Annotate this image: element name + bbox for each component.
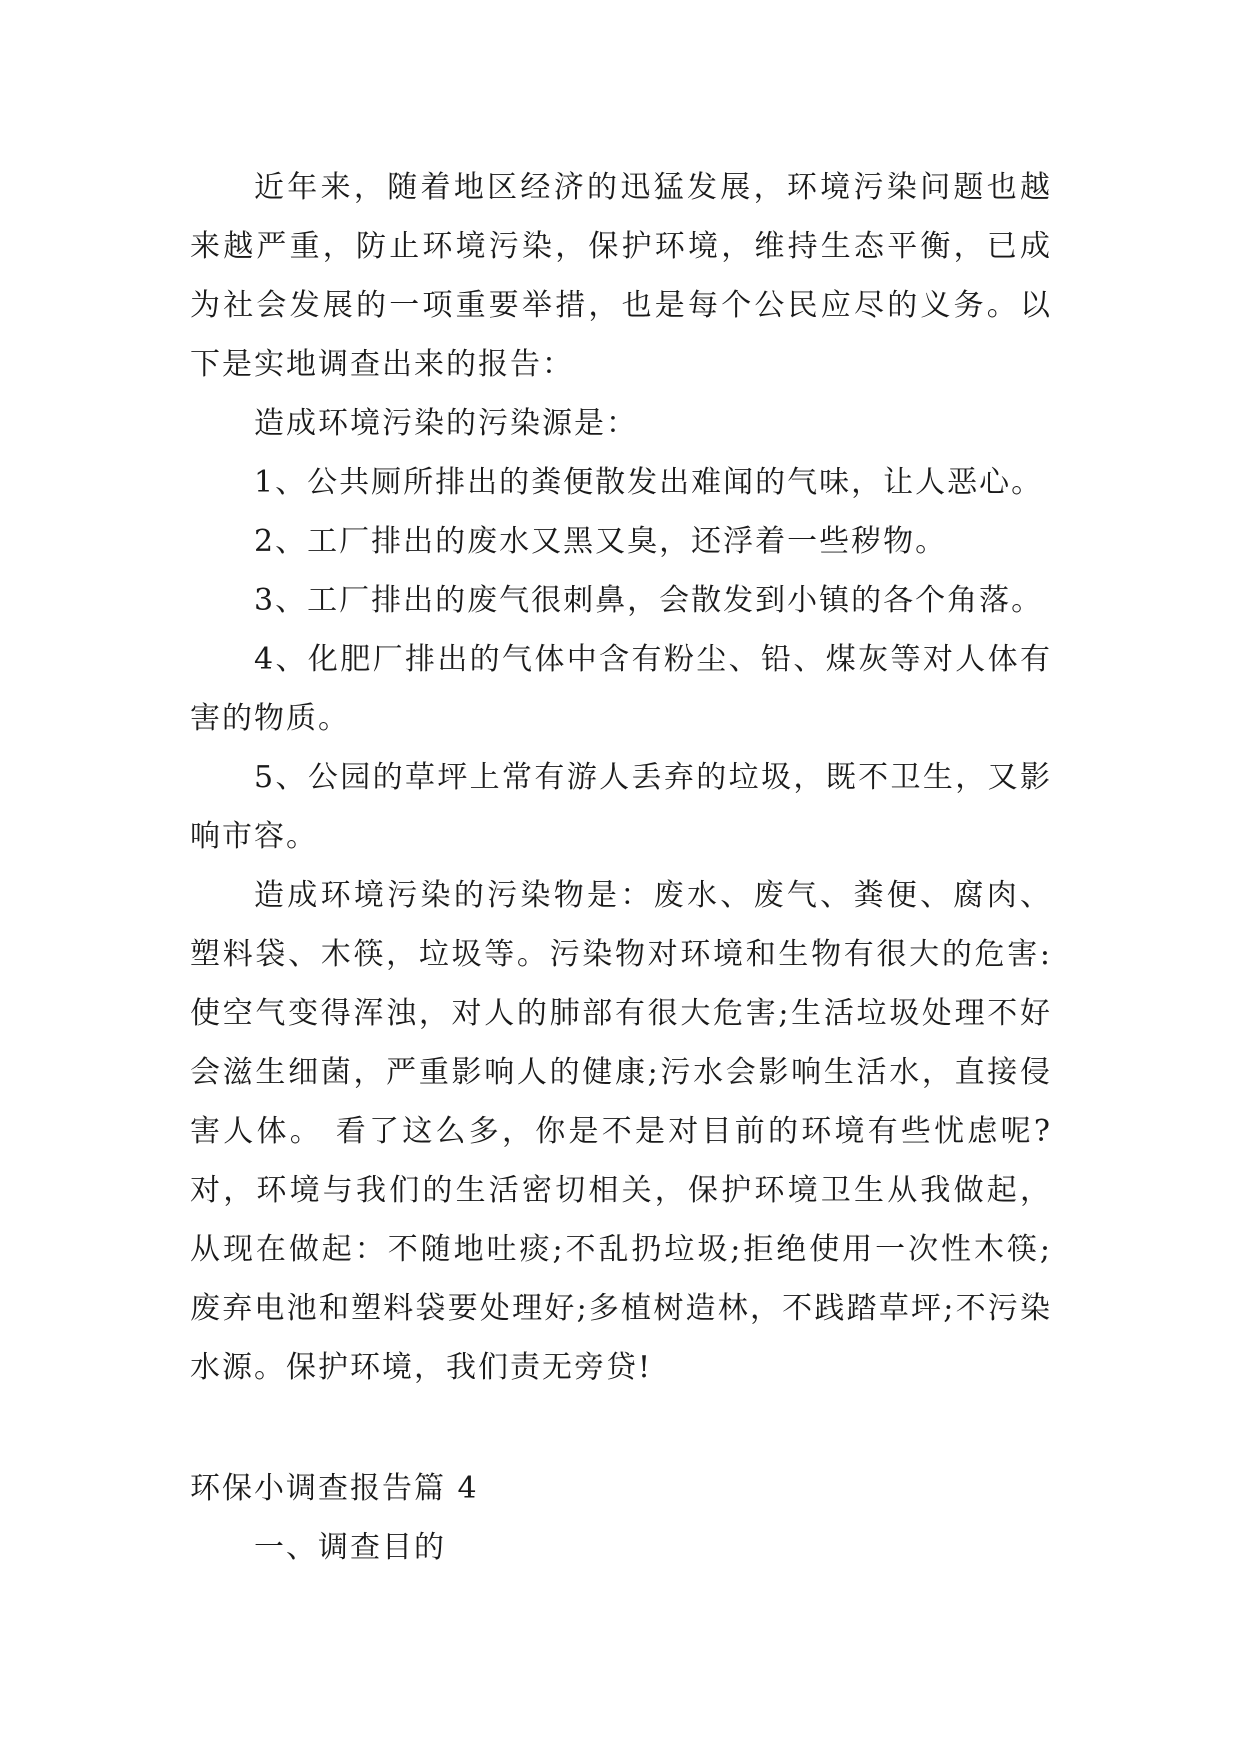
list-item-2: 2、工厂排出的废水又黑又臭，还浮着一些秽物。	[254, 524, 948, 559]
pollution-sources-heading: 造成环境污染的污染源是：	[254, 406, 638, 441]
subsection-title: 一、调查目的	[254, 1530, 446, 1565]
pollutants-paragraph: 造成环境污染的污染物是：废水、废气、粪便、腐肉、塑料袋、木筷，垃圾等。污染物对环境和生物有很大的危害:使空气变得浑浊，对人的肺部有很大危害;生活垃圾处理不好会滋生细菌，严重影响人的健康;污水会影响生活水，直接侵害人体。 看了这么多，你是不是对目前的环境有些忧虑呢?对，环境与我们的生活密切相关，保护环境卫生从我做起，从现在做起：不随地吐痰;不乱扔垃圾;拒绝使用一次性木筷;废弃电池和塑料袋要处理好;多植树造林，不践踏草坪;不污染水源。保护环境，我们责无旁贷!	[190, 878, 1052, 1385]
intro-paragraph: 近年来，随着地区经济的迅猛发展，环境污染问题也越来越严重，防止环境污染，保护环境，维持生态平衡，已成为社会发展的一项重要举措，也是每个公民应尽的义务。以下是实地调查出来的报告：	[190, 170, 1052, 382]
list-item-1: 1、公共厕所排出的粪便散发出难闻的气味，让人恶心。	[254, 465, 1044, 500]
list-item-3: 3、工厂排出的废气很刺鼻，会散发到小镇的各个角落。	[254, 583, 1044, 618]
section-title: 环保小调查报告篇 4	[190, 1471, 479, 1506]
document-body	[190, 158, 1052, 1577]
list-item-5: 5、公园的草坪上常有游人丢弃的垃圾，既不卫生，又影响市容。	[190, 760, 1052, 854]
list-item-4: 4、化肥厂排出的气体中含有粉尘、铅、煤灰等对人体有害的物质。	[190, 642, 1052, 736]
